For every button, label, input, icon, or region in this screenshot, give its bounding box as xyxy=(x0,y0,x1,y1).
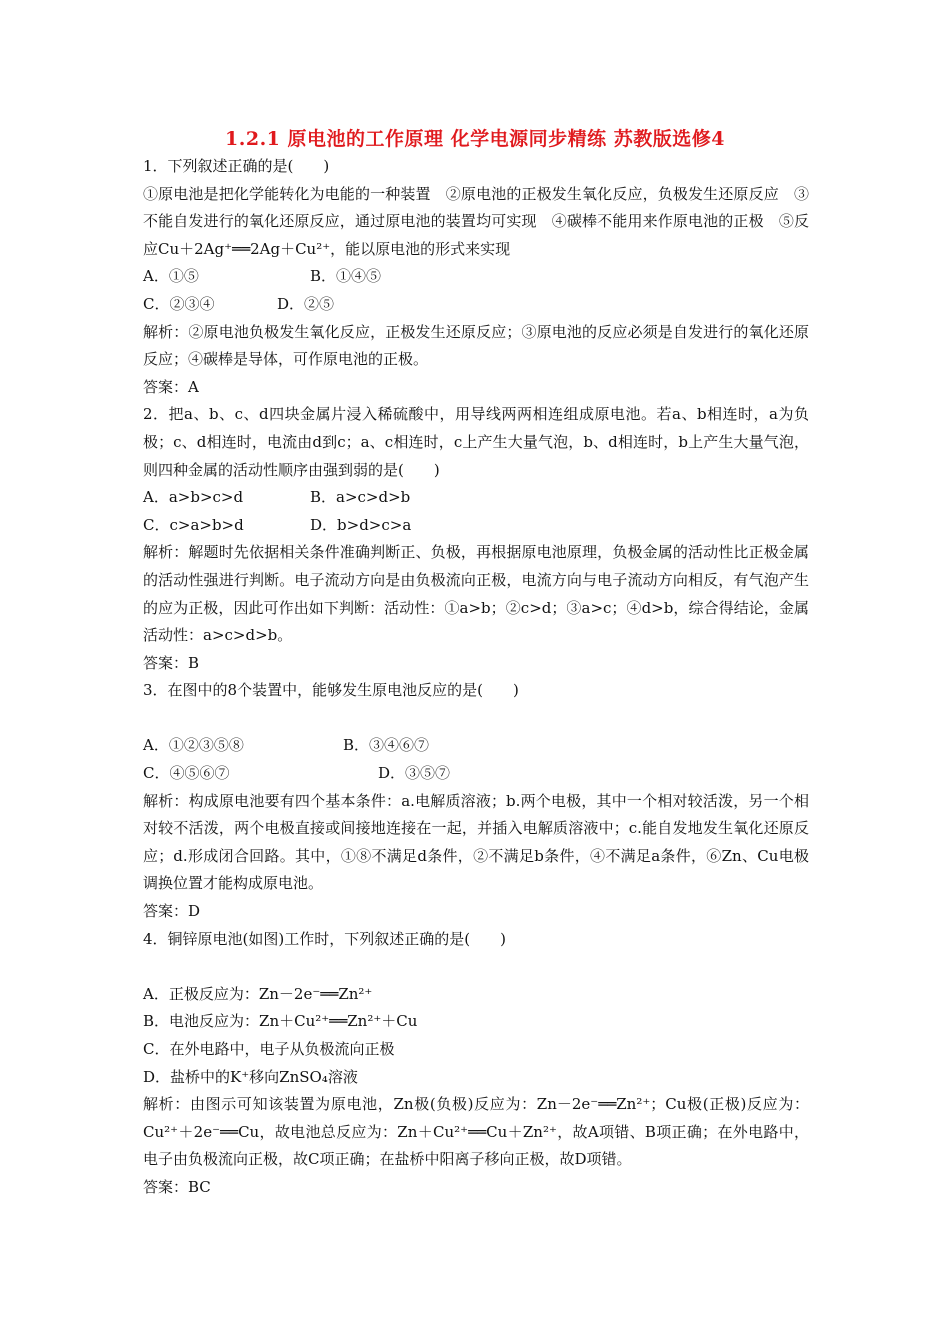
q3-answer: 答案：D xyxy=(143,902,201,921)
q3-option-a: A．①②③⑤⑧ xyxy=(143,736,244,755)
q3-analysis: 解析：构成原电池要有四个基本条件：a.电解质溶液；b.两个电极，其中一个相对较活泼，另一个相对较不活泼，两个电极直接或间接地连接在一起，并插入电解质溶液中；c.能自发地发生氧化还原反应；d.形成闭合回路。其中，①⑧不满足d条件，②不满足b条件，④不满足a条件，⑥Zn、Cu电极调换位置才能构成原电池。 xyxy=(143,791,809,893)
q3-options-row-2 xyxy=(143,760,809,788)
q2-option-d: D．b>d>c>a xyxy=(310,515,412,534)
q4-option-b: B．电池反应为：Zn＋Cu²⁺══Zn²⁺＋Cu xyxy=(143,1012,418,1031)
q1-statements: ①原电池是把化学能转化为电能的一种装置 ②原电池的正极发生氧化反应，负极发生还原反应 ③不能自发进行的氧化还原反应，通过原电池的装置均可实现 ④碳棒不能用来作原电池的正极 ⑤反应Cu＋2Ag⁺══2Ag＋Cu²⁺，能以原电池的形式来实现 xyxy=(143,184,809,258)
document-title: 1.2.1 原电池的工作原理 化学电源同步精练 苏教版选修4 xyxy=(225,128,725,150)
q3-figure-space xyxy=(143,705,809,733)
q4-answer: 答案：BC xyxy=(143,1177,211,1196)
q4-option-c: C．在外电路中，电子从负极流向正极 xyxy=(143,1040,395,1058)
q3-options-row-1 xyxy=(143,732,809,760)
q4-analysis: 解析：由图示可知该装置为原电池，Zn极(负极)反应为：Zn－2e⁻══Zn²⁺；Cu极(正极)反应为：Cu²⁺＋2e⁻══Cu，故电池总反应为：Zn＋Cu²⁺══Cu＋Zn²⁺，故A项错、B项正确；在外电路中，电子由负极流向正极，故C项正确；在盐桥中阳离子移向正极，故D项错。 xyxy=(143,1095,809,1169)
q2-option-a: A．a>b>c>d xyxy=(143,488,244,507)
q1-options-row-1 xyxy=(143,263,809,291)
q2-stem: 2．把a、b、c、d四块金属片浸入稀硫酸中，用导线两两相连组成原电池。若a、b相连时，a为负极；c、d相连时，电流由d到c；a、c相连时，c上产生大量气泡，b、d相连时，b上产生大量气泡，则四种金属的活动性顺序由强到弱的是( ) xyxy=(143,405,809,479)
q2-option-b: B．a>c>d>b xyxy=(310,488,411,507)
document-body xyxy=(143,153,809,1202)
q2-options-row-1 xyxy=(143,484,809,512)
q3-option-d: D．③⑤⑦ xyxy=(378,764,451,783)
q1-options-row-2 xyxy=(143,291,809,319)
q4-figure-space xyxy=(143,953,809,981)
q1-option-b: B．①④⑤ xyxy=(310,267,382,286)
q2-options-row-2 xyxy=(143,512,809,540)
q3-stem: 3．在图中的8个装置中，能够发生原电池反应的是( ) xyxy=(143,681,519,700)
q3-option-c: C．④⑤⑥⑦ xyxy=(143,764,230,783)
q1-option-c: C．②③④ xyxy=(143,294,215,313)
q2-option-c: C．c>a>b>d xyxy=(143,515,244,534)
q1-stem: 1．下列叙述正确的是( ) xyxy=(143,157,330,175)
q3-option-b: B．③④⑥⑦ xyxy=(343,736,430,755)
q4-option-a: A．正极反应为：Zn－2e⁻══Zn²⁺ xyxy=(143,984,373,1003)
q1-option-d: D．②⑤ xyxy=(277,294,335,313)
q2-answer: 答案：B xyxy=(143,653,200,672)
q4-option-d: D．盐桥中的K⁺移向ZnSO₄溶液 xyxy=(143,1067,358,1086)
q1-answer: 答案：A xyxy=(143,377,199,396)
q2-analysis: 解析：解题时先依据相关条件准确判断正、负极，再根据原电池原理，负极金属的活动性比正极金属的活动性强进行判断。电子流动方向是由负极流向正极，电流方向与电子流动方向相反，有气泡产生的应为正极，因此可作出如下判断：活动性：①a>b；②c>d；③a>c；④d>b，综合得结论，金属活动性：a>c>d>b。 xyxy=(143,543,809,645)
q4-stem: 4．铜锌原电池(如图)工作时，下列叙述正确的是( ) xyxy=(143,929,506,948)
q1-option-a: A．①⑤ xyxy=(143,267,199,286)
q1-analysis: 解析：②原电池负极发生氧化反应，正极发生还原反应；③原电池的反应必须是自发进行的氧化还原反应；④碳棒是导体，可作原电池的正极。 xyxy=(143,322,809,369)
